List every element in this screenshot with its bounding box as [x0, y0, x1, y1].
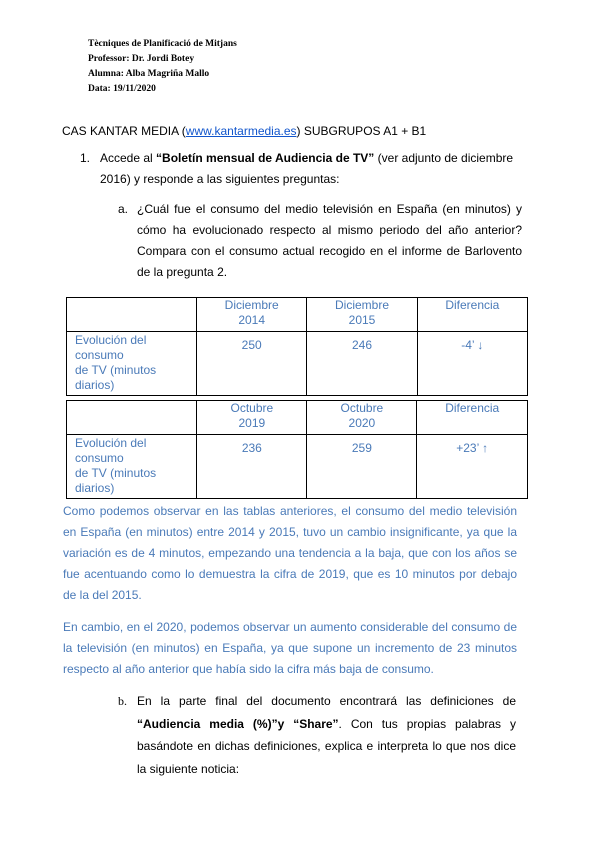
question-1 [80, 148, 520, 190]
course-name: Tècniques de Planificació de Mitjans [88, 39, 237, 49]
table1-value-2014: 250 [197, 332, 307, 396]
table1-row-label: Evolución del consumo de TV (minutos diarios) [67, 332, 197, 396]
table2-value-2019: 236 [197, 435, 307, 499]
professor-name: Professor: Dr. Jordi Botey [88, 54, 195, 64]
table1-col-header-2: Diciembre 2015 [307, 298, 417, 332]
case-title-suffix: ) SUBGRUPOS A1 + B1 [296, 124, 427, 138]
table2-col-header-3: Diferencia [417, 401, 528, 435]
table1-empty-header [67, 298, 197, 332]
table2-col-header-2: Octubre 2020 [307, 401, 417, 435]
question-1-text-b: (ver adjunto de diciembre 2016) y responde a las siguientes preguntas: [100, 151, 514, 186]
question-b-text-b: . Con tus propias palabras y basándote en dichas definiciones, explica e interpreta lo que nos dice la siguiente noticia: [137, 716, 516, 776]
table1-col-header-3: Diferencia [417, 298, 527, 332]
question-b-bold: “Audiencia media (%)”y “Share” [137, 716, 339, 731]
question-b-text-a: En la parte final del documento encontrará las definiciones de [137, 694, 516, 708]
table1-value-2015: 246 [307, 332, 417, 396]
case-title-prefix: CAS KANTAR MEDIA ( [62, 124, 186, 138]
table2-col-header-1: Octubre 2019 [197, 401, 307, 435]
question-a [118, 199, 522, 283]
table1-col-header-1: Diciembre 2014 [197, 298, 307, 332]
case-title [62, 124, 426, 138]
question-1-number: 1. [80, 151, 91, 165]
table1-difference: -4’ ↓ [417, 332, 527, 396]
consumption-table-2014-2015 [66, 297, 528, 396]
document-header [88, 37, 237, 97]
analysis-paragraph-1: Como podemos observar en las tablas anteriores, el consumo del medio televisión en España (en minutos) entre 2014 y 2015, tuvo un cambio insignificante, ya que la variación es de 4 minutos, empezando una tendencia a la baja, que con los años se fue acentuando como lo demuestra la cifra de 2019, que es 10 minutos por debajo de la del 2015. [63, 504, 517, 602]
question-a-text: ¿Cuál fue el consumo del medio televisión en España (en minutos) y cómo ha evolucionado respecto al mismo periodo del año anterior? Compara con el consumo actual recogido en el informe de Barlovento de la pregunta 2. [137, 202, 522, 279]
question-1-bold: “Boletín mensual de Audiencia de TV” [156, 151, 375, 165]
table2-value-2020: 259 [307, 435, 417, 499]
question-a-number: a. [118, 202, 129, 216]
question-1-text-a: Accede al [100, 151, 157, 165]
document-date: Data: 19/11/2020 [88, 84, 156, 94]
consumption-table-2019-2020 [66, 400, 528, 499]
kantarmedia-link[interactable]: www.kantarmedia.es [185, 124, 297, 138]
analysis-paragraph-2: En cambio, en el 2020, podemos observar un aumento considerable del consumo de la televisión (en minutos) en España, ya que supone un incremento de 23 minutos respecto al año anterior que había sido la cifra más baja de consumo. [63, 620, 517, 676]
table2-empty-header [67, 401, 197, 435]
student-name: Alumna: Alba Magriña Mallo [88, 69, 210, 79]
table2-difference: +23’ ↑ [417, 435, 528, 499]
question-b-number: b. [118, 694, 127, 708]
table2-row-label: Evolución del consumo de TV (minutos diarios) [67, 435, 197, 499]
question-b [118, 690, 516, 780]
